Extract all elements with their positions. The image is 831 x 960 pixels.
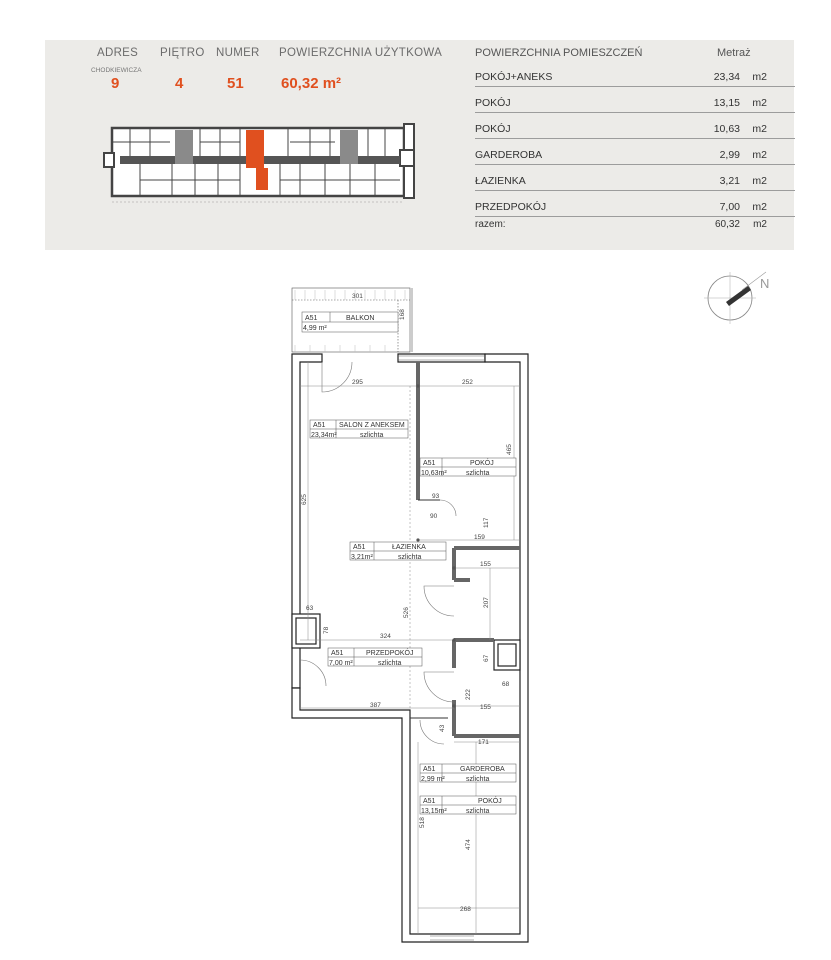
dim-43: 43 (439, 724, 446, 732)
dim-155-hall: 155 (480, 704, 491, 711)
svg-text:13,15m²: 13,15m² (421, 808, 447, 815)
dim-63: 63 (306, 605, 314, 612)
svg-text:szlichta: szlichta (378, 660, 402, 667)
total-label: razem: (475, 219, 506, 230)
room-label-hall (328, 648, 422, 667)
dim-90: 90 (430, 513, 438, 520)
room-unit: m2 (752, 123, 767, 135)
room-label-living (310, 420, 408, 439)
dim-living-depth: 625 (301, 494, 308, 505)
svg-text:BALKON: BALKON (346, 315, 375, 322)
dim-67: 67 (483, 654, 490, 662)
room-name: POKÓJ+ANEKS (475, 71, 553, 83)
rooms-table-title: POWIERZCHNIA POMIESZCZEŃ (475, 47, 643, 59)
svg-text:POKÓJ: POKÓJ (470, 460, 494, 467)
room-name: POKÓJ (475, 97, 511, 109)
room-name: GARDEROBA (475, 149, 543, 161)
svg-text:A51: A51 (305, 315, 318, 322)
room-area: 7,00 (719, 201, 740, 213)
dim-159: 159 (474, 534, 485, 541)
room-unit: m2 (752, 97, 767, 109)
dim-room-small-depth: 465 (506, 444, 513, 455)
street-name: CHODKIEWICZA (91, 67, 142, 74)
svg-text:23,34m²: 23,34m² (311, 432, 337, 439)
dim-171: 171 (478, 739, 489, 746)
dim-117: 117 (483, 517, 490, 528)
dim-518: 518 (419, 817, 426, 828)
room-area: 3,21 (719, 175, 740, 187)
room-unit: m2 (752, 175, 767, 187)
compass-north-label: N (760, 276, 770, 291)
floor-value: 4 (175, 75, 184, 92)
svg-text:A51: A51 (353, 544, 366, 551)
dim-room-small-width: 252 (462, 379, 473, 386)
svg-text:7,00 m²: 7,00 m² (329, 660, 353, 667)
dim-222: 222 (465, 689, 472, 700)
svg-text:A51: A51 (423, 460, 436, 467)
room-unit: m2 (752, 201, 767, 213)
dim-balcony-width: 301 (352, 293, 363, 300)
compass-icon (704, 272, 769, 324)
svg-text:GARDEROBA: GARDEROBA (460, 766, 505, 773)
room-label-wardrobe (420, 764, 516, 783)
room-name: PRZEDPOKÓJ (475, 201, 547, 213)
number-value: 51 (227, 75, 244, 92)
svg-text:A51: A51 (331, 650, 344, 657)
room-name: POKÓJ (475, 123, 511, 135)
room-unit: m2 (752, 71, 767, 83)
dim-93: 93 (432, 493, 440, 500)
total-area: 60,32 (714, 219, 740, 230)
floor-label: PIĘTRO (160, 47, 205, 59)
address-label: ADRES (97, 47, 139, 59)
dim-324: 324 (380, 633, 391, 640)
dim-268: 268 (460, 906, 471, 913)
number-label: NUMER (216, 47, 260, 59)
svg-text:szlichta: szlichta (466, 776, 490, 783)
svg-text:4,99 m²: 4,99 m² (303, 325, 327, 332)
dim-balcony-depth: 168 (399, 309, 406, 320)
svg-text:2,99 m²: 2,99 m² (421, 776, 445, 783)
area-column-header: Metraż (717, 47, 751, 59)
room-area: 13,15 (713, 97, 740, 109)
room-label-bathroom (350, 542, 446, 561)
dim-387: 387 (370, 702, 381, 709)
area-label: POWIERZCHNIA UŻYTKOWA (279, 47, 443, 59)
svg-text:szlichta: szlichta (360, 432, 384, 439)
svg-text:A51: A51 (423, 798, 436, 805)
dim-living-width: 295 (352, 379, 363, 386)
room-area: 2,99 (719, 149, 740, 161)
room-label-balcony (302, 312, 398, 332)
room-unit: m2 (752, 149, 767, 161)
svg-text:A51: A51 (423, 766, 436, 773)
svg-text:A51: A51 (313, 422, 326, 429)
svg-text:szlichta: szlichta (398, 554, 422, 561)
svg-text:SALON Z ANEKSEM: SALON Z ANEKSEM (339, 422, 405, 429)
total-unit: m2 (753, 219, 767, 230)
dim-207: 207 (483, 597, 490, 608)
svg-text:POKÓJ: POKÓJ (478, 798, 502, 805)
svg-text:PRZEDPOKÓJ: PRZEDPOKÓJ (366, 650, 414, 657)
dim-78: 78 (323, 626, 330, 634)
dim-155-bath: 155 (480, 561, 491, 568)
svg-text:3,21m²: 3,21m² (351, 554, 373, 561)
svg-text:szlichta: szlichta (466, 808, 490, 815)
room-name: ŁAZIENKA (475, 175, 526, 187)
room-label-room-small (420, 458, 516, 477)
area-value: 60,32 m² (281, 75, 342, 92)
room-area: 23,34 (713, 71, 740, 83)
dim-474: 474 (465, 839, 472, 850)
dim-526: 526 (403, 607, 410, 618)
address-value: 9 (111, 75, 120, 92)
svg-text:10,63m²: 10,63m² (421, 470, 447, 477)
svg-text:szlichta: szlichta (466, 470, 490, 477)
svg-text:ŁAZIENKA: ŁAZIENKA (392, 544, 426, 551)
room-label-room-large (420, 796, 516, 815)
dim-68: 68 (502, 681, 510, 688)
room-area: 10,63 (713, 123, 740, 135)
